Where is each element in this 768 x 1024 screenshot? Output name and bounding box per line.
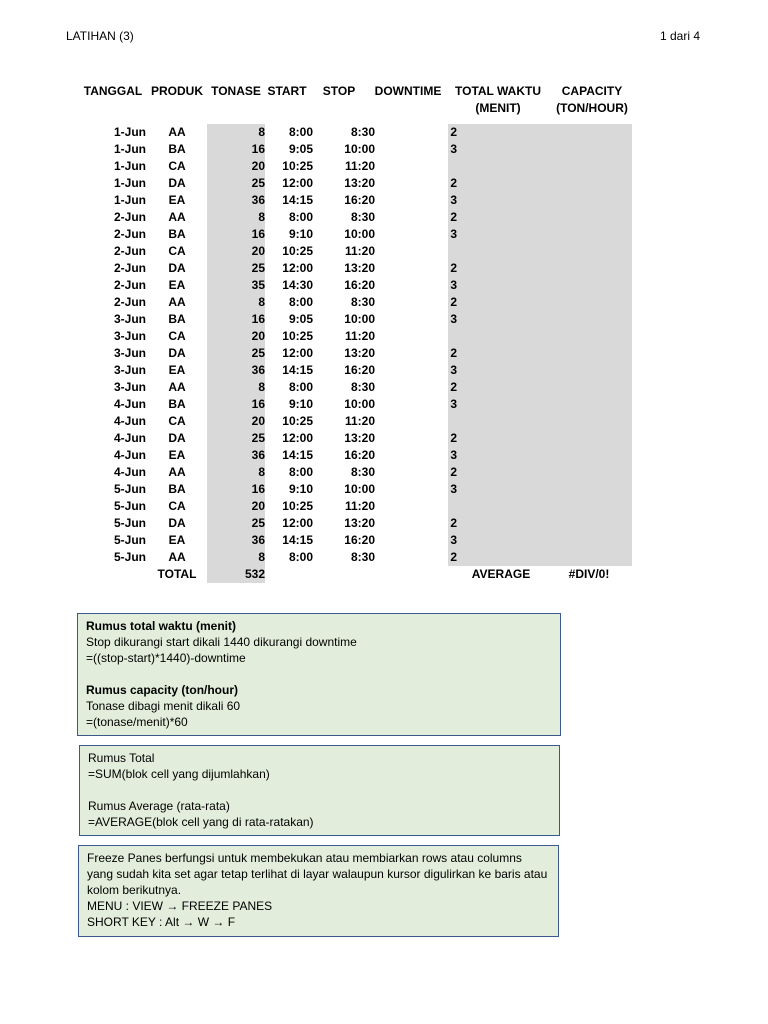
cell-tonase: 8: [258, 295, 265, 309]
cell-capacity: [545, 532, 633, 549]
table-row: [80, 226, 633, 243]
cell-capacity: [545, 311, 633, 328]
note-heading: Rumus total waktu (menit): [86, 619, 237, 633]
note-formula: =SUM(blok cell yang dijumlahkan): [88, 767, 270, 781]
note-heading: Rumus capacity (ton/hour): [86, 683, 239, 697]
cell-tonase: 16: [251, 142, 265, 156]
note-formula: =AVERAGE(blok cell yang di rata-ratakan): [88, 815, 314, 829]
cell-start: 12:00: [282, 516, 313, 530]
table-row: [80, 532, 633, 549]
cell-tanggal: 2-Jun: [113, 227, 146, 241]
cell-tanggal: 4-Jun: [113, 448, 146, 462]
table-row: [80, 396, 633, 413]
cell-produk: DA: [168, 431, 186, 445]
cell-produk: DA: [168, 516, 186, 530]
cell-tanggal: 4-Jun: [113, 414, 146, 428]
cell-capacity: [545, 481, 633, 498]
cell-start: 8:00: [288, 550, 313, 564]
cell-capacity: [545, 464, 633, 481]
cell-capacity: [545, 549, 633, 566]
data-table: [80, 124, 633, 583]
cell-produk: BA: [168, 142, 186, 156]
cell-produk: EA: [168, 533, 186, 547]
note-line: Tonase dibagi menit dikali 60: [86, 699, 241, 713]
cell-total-waktu: [457, 362, 545, 379]
cell-stop: 16:20: [344, 533, 375, 547]
cell-downtime: 2: [450, 295, 457, 309]
cell-start: 14:15: [282, 448, 313, 462]
cell-start: 10:25: [282, 329, 313, 343]
cell-downtime: 3: [450, 448, 457, 462]
cell-tonase: 25: [251, 516, 265, 530]
cell-stop: 10:00: [344, 227, 375, 241]
note-shortkey: SHORT KEY : Alt → W → F: [87, 915, 236, 929]
cell-total-waktu: [457, 226, 545, 243]
cell-total-waktu: [457, 345, 545, 362]
cell-capacity: [545, 379, 633, 396]
cell-total-waktu: [457, 447, 545, 464]
cell-total-waktu: [457, 515, 545, 532]
cell-downtime: 2: [450, 465, 457, 479]
cell-total-waktu: [457, 141, 545, 158]
cell-produk: DA: [168, 261, 186, 275]
cell-produk: AA: [168, 210, 186, 224]
col-header-total-waktu: TOTAL WAKTU (MENIT): [455, 84, 541, 115]
cell-stop: 13:20: [344, 516, 375, 530]
cell-total-waktu: [457, 498, 545, 515]
col-header-stop: STOP: [322, 84, 356, 98]
table-row: [80, 311, 633, 328]
cell-stop: 8:30: [350, 380, 375, 394]
cell-produk: EA: [168, 363, 186, 377]
cell-total-waktu: [457, 311, 545, 328]
cell-stop: 13:20: [344, 346, 375, 360]
cell-total-waktu: [457, 158, 545, 175]
cell-tonase: 16: [251, 397, 265, 411]
cell-stop: 8:30: [350, 550, 375, 564]
cell-total-waktu: [457, 294, 545, 311]
cell-downtime: 2: [450, 431, 457, 445]
note-heading: Rumus Total: [88, 751, 155, 765]
cell-tanggal: 2-Jun: [113, 261, 146, 275]
note-box-freeze-panes: [78, 845, 559, 937]
cell-start: 14:30: [282, 278, 313, 292]
cell-capacity: [545, 413, 633, 430]
cell-start: 8:00: [288, 380, 313, 394]
cell-produk: CA: [168, 329, 186, 343]
cell-produk: CA: [168, 159, 186, 173]
cell-start: 9:10: [288, 227, 313, 241]
note-menu: MENU : VIEW → FREEZE PANES: [87, 899, 273, 913]
cell-downtime: [375, 158, 457, 175]
cell-tanggal: 4-Jun: [113, 465, 146, 479]
table-row: [80, 515, 633, 532]
col-header-downtime: DOWNTIME: [374, 84, 442, 98]
col-header-start: START: [267, 84, 307, 98]
average-label: AVERAGE: [471, 567, 531, 581]
cell-start: 9:10: [288, 482, 313, 496]
cell-produk: EA: [168, 193, 186, 207]
total-value: 532: [244, 567, 265, 581]
cell-produk: DA: [168, 176, 186, 190]
cell-tonase: 36: [251, 533, 265, 547]
cell-tonase: 8: [258, 210, 265, 224]
cell-tonase: 8: [258, 465, 265, 479]
cell-capacity: [545, 515, 633, 532]
cell-capacity: [545, 430, 633, 447]
cell-tanggal: 3-Jun: [113, 329, 146, 343]
cell-total-waktu: [457, 413, 545, 430]
cell-total-waktu: [457, 277, 545, 294]
cell-stop: 10:00: [344, 397, 375, 411]
cell-downtime: 3: [450, 278, 457, 292]
cell-stop: 8:30: [350, 465, 375, 479]
cell-produk: BA: [168, 227, 186, 241]
cell-total-waktu: [457, 328, 545, 345]
cell-tanggal: 5-Jun: [113, 482, 146, 496]
cell-stop: 11:20: [344, 244, 375, 258]
col-header-tonase: TONASE: [211, 84, 261, 98]
cell-total-waktu: [457, 243, 545, 260]
col-header-produk: PRODUK: [150, 84, 203, 98]
cell-stop: 10:00: [344, 312, 375, 326]
cell-capacity: [545, 124, 633, 141]
cell-stop: 8:30: [350, 210, 375, 224]
table-row: [80, 175, 633, 192]
col-header-tanggal: TANGGAL: [83, 84, 143, 98]
cell-downtime: 3: [450, 312, 457, 326]
cell-tanggal: 3-Jun: [113, 312, 146, 326]
average-value: #DIV/0!: [568, 567, 610, 581]
cell-tanggal: 4-Jun: [113, 431, 146, 445]
cell-stop: 16:20: [344, 278, 375, 292]
cell-tonase: 25: [251, 261, 265, 275]
note-paragraph: Freeze Panes berfungsi untuk membekukan atau membiarkan rows atau columns yang sudah kita set agar tetap terlihat di layar walaupun kursor digulirkan ke baris atau kolom berikutnya.: [87, 851, 548, 897]
cell-total-waktu: [457, 209, 545, 226]
table-row: [80, 294, 633, 311]
cell-tanggal: 4-Jun: [113, 397, 146, 411]
cell-downtime: 2: [450, 516, 457, 530]
cell-produk: EA: [168, 448, 186, 462]
cell-total-waktu: [457, 430, 545, 447]
cell-produk: BA: [168, 482, 186, 496]
cell-total-waktu: [457, 379, 545, 396]
cell-tanggal: 5-Jun: [113, 550, 146, 564]
table-row: [80, 260, 633, 277]
cell-tanggal: 1-Jun: [113, 176, 146, 190]
document-title: LATIHAN (3): [66, 29, 134, 43]
cell-tanggal: 3-Jun: [113, 363, 146, 377]
cell-tanggal: 2-Jun: [113, 210, 146, 224]
cell-tanggal: 3-Jun: [113, 380, 146, 394]
table-row: [80, 447, 633, 464]
cell-capacity: [545, 158, 633, 175]
cell-downtime: 2: [450, 176, 457, 190]
cell-stop: 11:20: [344, 414, 375, 428]
cell-tanggal: 2-Jun: [113, 295, 146, 309]
table-row: [80, 243, 633, 260]
cell-start: 8:00: [288, 465, 313, 479]
cell-produk: AA: [168, 125, 186, 139]
cell-tanggal: 5-Jun: [113, 499, 146, 513]
cell-start: 14:15: [282, 193, 313, 207]
cell-tanggal: 1-Jun: [113, 142, 146, 156]
table-row: [80, 498, 633, 515]
cell-downtime: 3: [450, 363, 457, 377]
cell-start: 10:25: [282, 414, 313, 428]
cell-start: 8:00: [288, 210, 313, 224]
cell-total-waktu: [457, 396, 545, 413]
cell-tonase: 8: [258, 125, 265, 139]
cell-stop: 13:20: [344, 176, 375, 190]
cell-downtime: 2: [450, 125, 457, 139]
cell-tanggal: 2-Jun: [113, 244, 146, 258]
cell-tonase: 20: [251, 499, 265, 513]
table-row: [80, 124, 633, 141]
note-box-total-average: [79, 745, 560, 836]
cell-tonase: 36: [251, 193, 265, 207]
cell-tanggal: 5-Jun: [113, 516, 146, 530]
cell-start: 10:25: [282, 159, 313, 173]
cell-downtime: 2: [450, 550, 457, 564]
cell-tonase: 35: [251, 278, 265, 292]
cell-total-waktu: [457, 175, 545, 192]
cell-stop: 16:20: [344, 448, 375, 462]
cell-total-waktu: [457, 549, 545, 566]
table-row: [80, 481, 633, 498]
cell-capacity: [545, 396, 633, 413]
cell-total-waktu: [457, 260, 545, 277]
cell-produk: CA: [168, 414, 186, 428]
cell-tonase: 16: [251, 312, 265, 326]
cell-downtime: 3: [450, 482, 457, 496]
cell-tanggal: 2-Jun: [113, 278, 146, 292]
cell-tanggal: 1-Jun: [113, 159, 146, 173]
cell-tanggal: 1-Jun: [113, 125, 146, 139]
cell-start: 10:25: [282, 499, 313, 513]
table-row: [80, 141, 633, 158]
cell-produk: AA: [168, 380, 186, 394]
total-label: TOTAL: [157, 567, 197, 581]
note-formula: =((stop-start)*1440)-downtime: [86, 651, 246, 665]
cell-start: 10:25: [282, 244, 313, 258]
cell-stop: 13:20: [344, 261, 375, 275]
cell-stop: 8:30: [350, 125, 375, 139]
cell-downtime: 3: [450, 142, 457, 156]
cell-start: 14:15: [282, 363, 313, 377]
cell-produk: CA: [168, 499, 186, 513]
cell-capacity: [545, 277, 633, 294]
cell-tonase: 20: [251, 329, 265, 343]
cell-capacity: [545, 294, 633, 311]
cell-produk: AA: [168, 550, 186, 564]
cell-capacity: [545, 175, 633, 192]
cell-produk: BA: [168, 312, 186, 326]
note-line: Stop dikurangi start dikali 1440 dikurangi downtime: [86, 635, 357, 649]
cell-capacity: [545, 243, 633, 260]
cell-stop: 8:30: [350, 295, 375, 309]
col-header-capacity: CAPACITY (TON/HOUR): [556, 84, 628, 115]
cell-start: 9:10: [288, 397, 313, 411]
cell-stop: 10:00: [344, 482, 375, 496]
table-row: [80, 549, 633, 566]
cell-capacity: [545, 209, 633, 226]
cell-downtime: 2: [450, 210, 457, 224]
table-row: [80, 345, 633, 362]
note-heading: Rumus Average (rata-rata): [88, 799, 230, 813]
cell-start: 12:00: [282, 346, 313, 360]
cell-start: 9:05: [288, 142, 313, 156]
cell-tonase: 25: [251, 431, 265, 445]
cell-capacity: [545, 447, 633, 464]
table-row: [80, 413, 633, 430]
cell-tanggal: 3-Jun: [113, 346, 146, 360]
cell-tonase: 36: [251, 363, 265, 377]
table-row: [80, 209, 633, 226]
cell-stop: 13:20: [344, 431, 375, 445]
cell-start: 12:00: [282, 176, 313, 190]
cell-produk: AA: [168, 295, 186, 309]
cell-start: 12:00: [282, 261, 313, 275]
cell-downtime: [375, 413, 457, 430]
cell-start: 12:00: [282, 431, 313, 445]
cell-capacity: [545, 498, 633, 515]
cell-produk: EA: [168, 278, 186, 292]
cell-start: 8:00: [288, 125, 313, 139]
cell-downtime: 3: [450, 533, 457, 547]
cell-stop: 11:20: [344, 329, 375, 343]
cell-total-waktu: [457, 481, 545, 498]
cell-capacity: [545, 192, 633, 209]
cell-tonase: 20: [251, 159, 265, 173]
cell-produk: AA: [168, 465, 186, 479]
cell-tonase: 8: [258, 550, 265, 564]
cell-stop: 11:20: [344, 159, 375, 173]
cell-capacity: [545, 345, 633, 362]
cell-capacity: [545, 260, 633, 277]
cell-total-waktu: [457, 124, 545, 141]
cell-downtime: 2: [450, 346, 457, 360]
note-box-capacity-formula: [77, 613, 561, 736]
table-row: [80, 379, 633, 396]
cell-start: 8:00: [288, 295, 313, 309]
cell-tonase: 20: [251, 244, 265, 258]
cell-start: 14:15: [282, 533, 313, 547]
table-row: [80, 192, 633, 209]
cell-tanggal: 5-Jun: [113, 533, 146, 547]
table-row: [80, 430, 633, 447]
cell-total-waktu: [457, 464, 545, 481]
cell-produk: DA: [168, 346, 186, 360]
cell-stop: 16:20: [344, 193, 375, 207]
cell-total-waktu: [457, 532, 545, 549]
cell-downtime: [375, 243, 457, 260]
cell-downtime: [375, 498, 457, 515]
cell-tonase: 20: [251, 414, 265, 428]
table-row: [80, 362, 633, 379]
cell-stop: 10:00: [344, 142, 375, 156]
cell-downtime: 3: [450, 227, 457, 241]
cell-start: 9:05: [288, 312, 313, 326]
cell-produk: CA: [168, 244, 186, 258]
cell-tonase: 25: [251, 176, 265, 190]
cell-total-waktu: [457, 192, 545, 209]
table-row: [80, 277, 633, 294]
cell-tonase: 36: [251, 448, 265, 462]
cell-capacity: [545, 226, 633, 243]
cell-capacity: [545, 362, 633, 379]
cell-downtime: 2: [450, 380, 457, 394]
cell-downtime: 2: [450, 261, 457, 275]
cell-downtime: 3: [450, 193, 457, 207]
cell-tonase: 16: [251, 227, 265, 241]
cell-tonase: 8: [258, 380, 265, 394]
table-row: [80, 464, 633, 481]
cell-downtime: 3: [450, 397, 457, 411]
page-indicator: 1 dari 4: [659, 29, 700, 43]
cell-tonase: 16: [251, 482, 265, 496]
cell-tonase: 25: [251, 346, 265, 360]
table-row: [80, 328, 633, 345]
cell-capacity: [545, 328, 633, 345]
cell-capacity: [545, 141, 633, 158]
cell-stop: 11:20: [344, 499, 375, 513]
table-row: [80, 158, 633, 175]
cell-tanggal: 1-Jun: [113, 193, 146, 207]
table-footer-row: [80, 566, 633, 583]
cell-stop: 16:20: [344, 363, 375, 377]
cell-downtime: [375, 328, 457, 345]
note-formula: =(tonase/menit)*60: [86, 715, 188, 729]
cell-produk: BA: [168, 397, 186, 411]
